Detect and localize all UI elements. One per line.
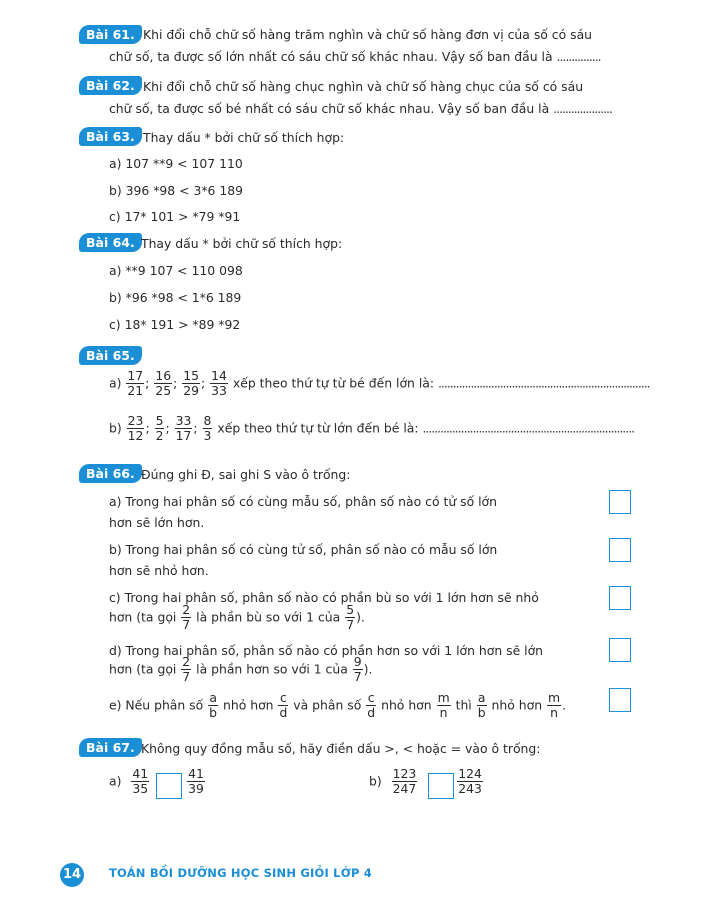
ex61-line2-text: chữ số, ta được số lớn nhất có sáu chữ số khác nhau. Vậy số ban đầu là xyxy=(109,49,553,64)
denominator: 35 xyxy=(132,781,149,797)
fraction xyxy=(187,768,205,796)
numerator: 124 xyxy=(458,766,482,781)
denominator: d xyxy=(279,705,288,721)
ex66-d-text: ). xyxy=(363,661,373,677)
ex64-a: a) **9 107 < 110 098 xyxy=(109,263,243,278)
answer-box-d[interactable] xyxy=(609,638,631,662)
answer-box-c[interactable] xyxy=(609,586,631,610)
ex66-d-text: là phần hơn so với 1 của xyxy=(196,661,348,677)
denominator: 3 xyxy=(203,428,212,444)
ex65-b-label: b) xyxy=(109,420,122,436)
ex64-prompt: Thay dấu * bởi chữ số thích hợp: xyxy=(141,236,343,251)
ex65-b xyxy=(109,415,634,443)
ex65-b-text: xếp theo thứ tự từ lớn đến bé là: xyxy=(217,420,419,436)
fraction xyxy=(127,415,145,443)
answer-box-a[interactable] xyxy=(609,490,631,514)
ex66-e-text: nhỏ hơn xyxy=(381,697,432,713)
fraction xyxy=(437,692,451,720)
numerator: 5 xyxy=(346,602,355,617)
ex65-a-label: a) xyxy=(109,375,122,391)
denominator: 12 xyxy=(127,428,144,444)
numerator: 8 xyxy=(203,413,212,428)
separator: ; xyxy=(193,420,198,436)
numerator: 9 xyxy=(353,654,362,669)
numerator: c xyxy=(280,690,287,705)
exercise-badge-67: Bài 67. xyxy=(79,738,142,757)
answer-box-b[interactable] xyxy=(609,538,631,562)
numerator: 14 xyxy=(211,368,227,383)
numerator: a xyxy=(477,690,486,705)
answer-blank[interactable]: ........................................................................ xyxy=(422,420,635,436)
denominator: 7 xyxy=(346,617,355,633)
denominator: 17 xyxy=(175,428,192,444)
exercise-badge-62: Bài 62. xyxy=(79,76,142,95)
numerator: 41 xyxy=(132,766,149,781)
separator: ; xyxy=(145,375,150,391)
ex62-line2-text: chữ số, ta được số bé nhất có sáu chữ số khác nhau. Vậy số ban đầu là xyxy=(109,101,550,116)
ex66-a-line1: a) Trong hai phân số có cùng mẫu số, phân số nào có tử số lớn xyxy=(109,494,497,509)
ex66-e xyxy=(109,692,566,720)
answer-blank[interactable]: ............... xyxy=(556,49,601,64)
ex66-prompt: Đúng ghi Đ, sai ghi S vào ô trống: xyxy=(141,467,351,482)
fraction xyxy=(547,692,561,720)
denominator: 243 xyxy=(458,781,482,797)
ex66-e-text: . xyxy=(562,697,567,713)
fraction xyxy=(175,415,193,443)
fraction xyxy=(278,692,288,720)
numerator: 123 xyxy=(392,766,417,781)
ex67-b xyxy=(369,768,484,796)
answer-box-e[interactable] xyxy=(609,688,631,712)
denominator: n xyxy=(439,705,448,721)
exercise-badge-64: Bài 64. xyxy=(79,233,142,252)
fraction xyxy=(131,768,149,796)
ex66-b-line2: hơn sẽ nhỏ hơn. xyxy=(109,563,209,578)
separator: ; xyxy=(201,375,206,391)
ex61-line2 xyxy=(109,49,601,64)
ex66-e-text: nhỏ hơn xyxy=(491,697,543,713)
fraction xyxy=(181,656,191,684)
ex66-e-text: e) Nếu phân số xyxy=(109,697,204,713)
book-title: TOÁN BỒI DƯỠNG HỌC SINH GIỎI LỚP 4 xyxy=(109,866,372,880)
fraction xyxy=(126,370,144,398)
numerator: c xyxy=(367,690,375,705)
denominator: 7 xyxy=(182,669,191,685)
numerator: 15 xyxy=(183,368,200,383)
ex66-a-line2: hơn sẽ lớn hơn. xyxy=(109,515,205,530)
compare-box-a[interactable] xyxy=(156,773,182,799)
fraction xyxy=(457,768,483,796)
denominator: 247 xyxy=(392,781,417,797)
denominator: 21 xyxy=(127,383,144,399)
denominator: 33 xyxy=(211,383,227,399)
compare-box-b[interactable] xyxy=(428,773,454,799)
numerator: 33 xyxy=(175,413,192,428)
denominator: d xyxy=(367,705,376,721)
denominator: 29 xyxy=(183,383,200,399)
page-number: 14 xyxy=(60,863,84,887)
denominator: 39 xyxy=(188,781,204,797)
denominator: 7 xyxy=(353,669,362,685)
ex66-e-text: và phân số xyxy=(293,697,362,713)
numerator: m xyxy=(548,690,561,705)
exercise-badge-65: Bài 65. xyxy=(79,346,142,365)
ex62-line2 xyxy=(109,101,612,116)
ex66-d-line1: d) Trong hai phân số, phân số nào có phần hơn so với 1 lớn hơn sẽ lớn xyxy=(109,643,544,658)
separator: ; xyxy=(173,375,178,391)
ex67-b-label: b) xyxy=(369,773,382,789)
numerator: a xyxy=(209,690,217,705)
ex64-b: b) *96 *98 < 1*6 189 xyxy=(109,290,242,305)
ex66-c-text: hơn (ta gọi xyxy=(109,609,177,625)
separator: ; xyxy=(165,420,170,436)
ex63-c: c) 17* 101 > *79 *91 xyxy=(109,209,241,224)
ex66-c-text: là phần bù so với 1 của xyxy=(196,609,341,625)
ex63-prompt: Thay dấu * bởi chữ số thích hợp: xyxy=(143,130,345,145)
fraction xyxy=(155,415,165,443)
numerator: 17 xyxy=(127,368,144,383)
denominator: 7 xyxy=(182,617,191,633)
ex66-c-line2 xyxy=(109,604,365,632)
numerator: 5 xyxy=(155,413,164,428)
fraction xyxy=(392,768,418,796)
fraction xyxy=(181,604,191,632)
numerator: 2 xyxy=(182,654,191,669)
fraction xyxy=(210,370,228,398)
fraction xyxy=(182,370,200,398)
ex66-c-text: ). xyxy=(356,609,365,625)
denominator: b xyxy=(209,705,218,721)
numerator: 41 xyxy=(188,766,204,781)
ex66-e-text: thì xyxy=(455,697,472,713)
answer-blank[interactable]: .................... xyxy=(553,101,612,116)
ex66-b-line1: b) Trong hai phân số có cùng tử số, phân số nào có mẫu số lớn xyxy=(109,542,498,557)
exercise-badge-63: Bài 63. xyxy=(79,127,142,146)
numerator: 2 xyxy=(182,602,191,617)
numerator: 23 xyxy=(127,413,144,428)
ex66-c-line1: c) Trong hai phân số, phân số nào có phần bù so với 1 lớn hơn sẽ nhỏ xyxy=(109,590,539,605)
numerator: m xyxy=(437,690,450,705)
ex66-e-text: nhỏ hơn xyxy=(223,697,274,713)
fraction xyxy=(154,370,172,398)
ex63-b: b) 396 *98 < 3*6 189 xyxy=(109,183,243,198)
denominator: n xyxy=(550,705,558,721)
denominator: b xyxy=(477,705,486,721)
ex65-a xyxy=(109,370,650,398)
ex67-a-label: a) xyxy=(109,773,122,789)
ex63-a: a) 107 **9 < 107 110 xyxy=(109,156,243,171)
ex61-line1: Khi đổi chỗ chữ số hàng trăm nghìn và chữ số hàng đơn vị của số có sáu xyxy=(143,27,593,42)
ex62-line1: Khi đổi chỗ chữ số hàng chục nghìn và chữ số hàng chục của số có sáu xyxy=(143,79,584,94)
fraction xyxy=(208,692,218,720)
ex66-d-line2 xyxy=(109,656,372,684)
numerator: 16 xyxy=(155,368,172,383)
fraction xyxy=(203,415,213,443)
ex64-c: c) 18* 191 > *89 *92 xyxy=(109,317,241,332)
exercise-badge-61: Bài 61. xyxy=(79,25,142,44)
ex65-a-text: xếp theo thứ tự từ bé đến lớn là: xyxy=(232,375,435,391)
separator: ; xyxy=(145,420,150,436)
ex67-prompt: Không quy đồng mẫu số, hãy điền dấu >, < hoặc = vào ô trống: xyxy=(141,741,541,756)
answer-blank[interactable]: ........................................................................ xyxy=(438,375,650,391)
fraction xyxy=(353,656,363,684)
denominator: 2 xyxy=(155,428,164,444)
denominator: 25 xyxy=(155,383,172,399)
fraction xyxy=(345,604,355,632)
ex66-d-text: hơn (ta gọi xyxy=(109,661,177,677)
fraction xyxy=(477,692,487,720)
exercise-badge-66: Bài 66. xyxy=(79,464,142,483)
fraction xyxy=(366,692,376,720)
